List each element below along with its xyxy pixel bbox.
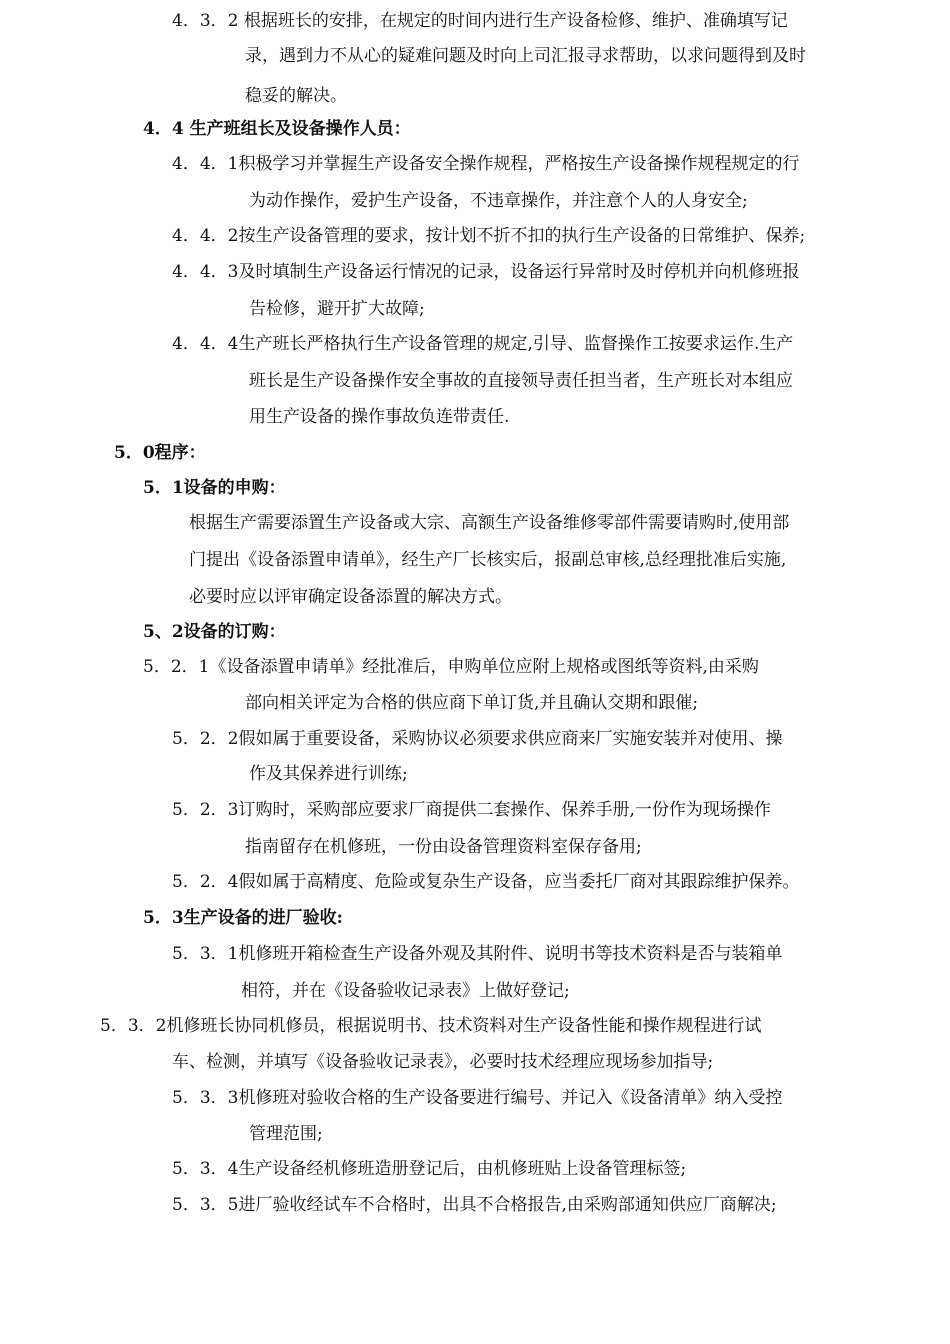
clause-4-3-2-line-1: 4．3．2 根据班长的安排，在规定的时间内进行生产设备检修、维护、准确填写记 bbox=[172, 11, 788, 31]
clause-5-1-line-3: 必要时应以评审确定设备添置的解决方式。 bbox=[189, 587, 512, 607]
heading-4-4: 4．4 生产班组长及设备操作人员： bbox=[143, 119, 411, 139]
clause-5-3-5-line-1: 5．3．5进厂验收经试车不合格时，出具不合格报告,由采购部通知供应厂商解决; bbox=[172, 1195, 777, 1215]
clause-5-1-line-1: 根据生产需要添置生产设备或大宗、高额生产设备维修零部件需要请购时,使用部 bbox=[189, 513, 790, 533]
clause-4-4-1-line-1: 4．4．1积极学习并掌握生产设备安全操作规程，严格按生产设备操作规程规定的行 bbox=[172, 154, 800, 174]
heading-5-3: 5．3生产设备的进厂验收: bbox=[143, 908, 343, 928]
clause-5-2-1-line-2: 部向相关评定为合格的供应商下单订货,并且确认交期和跟催; bbox=[245, 693, 699, 713]
clause-5-2-2-line-2: 作及其保养进行训练; bbox=[249, 764, 408, 784]
clause-4-4-4-line-3: 用生产设备的操作事故负连带责任. bbox=[249, 407, 510, 427]
clause-5-3-3-line-2: 管理范围; bbox=[249, 1124, 323, 1144]
clause-5-3-1-line-2: 相符，并在《设备验收记录表》上做好登记; bbox=[241, 981, 570, 1001]
clause-5-3-2-line-2: 车、检测，并填写《设备验收记录表》，必要时技术经理应现场参加指导; bbox=[172, 1052, 714, 1072]
clause-4-4-2-line-1: 4．4．2按生产设备管理的要求，按计划不折不扣的执行生产设备的日常维护、保养; bbox=[172, 226, 806, 246]
clause-4-4-4-line-2: 班长是生产设备操作安全事故的直接领导责任担当者，生产班长对本组应 bbox=[249, 371, 793, 391]
clause-5-3-2-line-1: 5．3．2机修班长协同机修员，根据说明书、技术资料对生产设备性能和操作规程进行试 bbox=[100, 1016, 762, 1036]
clause-5-2-3-line-2: 指南留存在机修班，一份由设备管理资料室保存备用; bbox=[245, 837, 642, 857]
heading-5-1: 5．1设备的申购： bbox=[143, 478, 286, 498]
clause-5-2-3-line-1: 5．2．3订购时，采购部应要求厂商提供二套操作、保养手册,一份作为现场操作 bbox=[172, 800, 771, 820]
clause-4-4-4-line-1: 4．4．4生产班长严格执行生产设备管理的规定,引导、监督操作工按要求运作.生产 bbox=[172, 334, 794, 354]
clause-4-3-2-line-3: 稳妥的解决。 bbox=[245, 86, 347, 106]
clause-5-3-1-line-1: 5．3．1机修班开箱检查生产设备外观及其附件、说明书等技术资料是否与装箱单 bbox=[172, 944, 783, 964]
clause-4-3-2-line-2: 录，遇到力不从心的疑难问题及时向上司汇报寻求帮助，以求问题得到及时 bbox=[245, 46, 806, 66]
clause-5-3-3-line-1: 5．3．3机修班对验收合格的生产设备要进行编号、并记入《设备清单》纳入受控 bbox=[172, 1088, 783, 1108]
clause-4-4-1-line-2: 为动作操作，爱护生产设备，不违章操作，并注意个人的人身安全; bbox=[249, 191, 748, 211]
clause-5-2-4-line-1: 5．2．4假如属于高精度、危险或复杂生产设备，应当委托厂商对其跟踪维护保养。 bbox=[172, 872, 800, 892]
heading-5-0: 5．0程序： bbox=[114, 443, 206, 463]
clause-5-2-2-line-1: 5．2．2假如属于重要设备，采购协议必须要求供应商来厂实施安装并对使用、操 bbox=[172, 729, 783, 749]
clause-5-2-1-line-1: 5．2．1《设备添置申请单》经批准后，申购单位应附上规格或图纸等资料,由采购 bbox=[143, 657, 759, 677]
clause-4-4-3-line-1: 4．4．3及时填制生产设备运行情况的记录，设备运行异常时及时停机并向机修班报 bbox=[172, 262, 800, 282]
clause-5-1-line-2: 门提出《设备添置申请单》，经生产厂长核实后，报副总审核,总经理批准后实施, bbox=[189, 550, 787, 570]
heading-5-2: 5、2设备的订购： bbox=[143, 622, 286, 642]
clause-4-4-3-line-2: 告检修，避开扩大故障; bbox=[249, 299, 425, 319]
clause-5-3-4-line-1: 5．3．4生产设备经机修班造册登记后，由机修班贴上设备管理标签; bbox=[172, 1159, 687, 1179]
